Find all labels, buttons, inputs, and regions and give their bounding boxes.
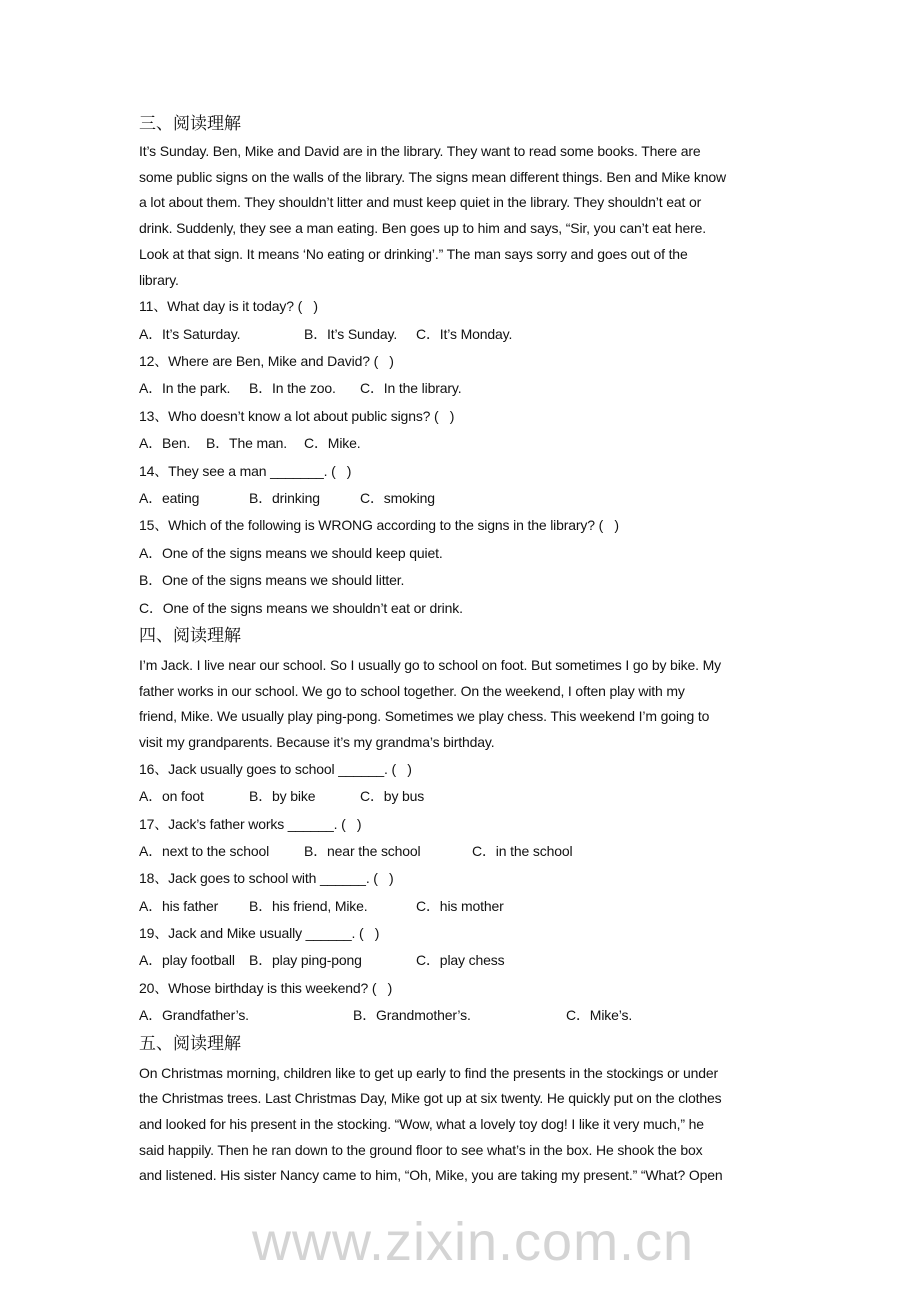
passage-line: library. xyxy=(139,271,179,288)
question-16: 16、Jack usually goes to school ______. ( ) xyxy=(139,760,412,777)
question-19: 19、Jack and Mike usually ______. ( ) xyxy=(139,925,380,942)
section-heading: 四、阅读理解 xyxy=(139,625,241,646)
document-body xyxy=(139,110,819,1189)
passage-line: and listened. His sister Nancy came to him, “Oh, Mike, you are taking my present.” “What? Open xyxy=(139,1167,723,1184)
passage-line: father works in our school. We go to school together. On the weekend, I often play with my xyxy=(139,682,685,699)
question-12: 12、Where are Ben, Mike and David? ( ) xyxy=(139,353,394,369)
question-20: 20、Whose birthday is this weekend? ( ) xyxy=(139,979,393,996)
option-b: B．The man. xyxy=(206,435,287,452)
passage-line: said happily. Then he ran down to the ground floor to see what’s in the box. He shook the box xyxy=(139,1141,703,1158)
option-a: A．In the park. xyxy=(139,380,231,397)
watermark: www.zixin.com.cn xyxy=(252,1212,695,1272)
option-c: C．his mother xyxy=(416,897,504,914)
passage-line: I’m Jack. I live near our school. So I usually go to school on foot. But sometimes I go by bike. My xyxy=(139,656,721,673)
passage-line: It’s Sunday. Ben, Mike and David are in the library. They want to read some books. There are xyxy=(139,143,701,159)
section-heading: 三、阅读理解 xyxy=(139,114,241,134)
reading-passage xyxy=(139,139,819,293)
option-a: A．next to the school xyxy=(139,842,270,859)
option-a: A．Ben. xyxy=(139,435,191,452)
option-c: C．play chess xyxy=(416,952,505,969)
option-c: C．in the school xyxy=(472,842,573,859)
question-13: 13、Who doesn’t know a lot about public signs? ( ) xyxy=(139,407,455,424)
option-c: C．by bus xyxy=(360,788,425,805)
passage-line: Look at that sign. It means ‘No eating or drinking’.” The man says sorry and goes out of the xyxy=(139,245,688,262)
question-18: 18、Jack goes to school with ______. ( ) xyxy=(139,870,394,887)
passage-line: some public signs on the walls of the library. The signs mean different things. Ben and Mike know xyxy=(139,168,726,185)
options-19 xyxy=(139,947,819,974)
passage-line: and looked for his present in the stocking. “Wow, what a lovely toy dog! I like it very much,” he xyxy=(139,1116,704,1133)
option-b: B．near the school xyxy=(304,842,421,859)
option-b: B．play ping-pong xyxy=(249,952,362,969)
option-a: A．It’s Saturday. xyxy=(139,325,241,342)
passage-line: visit my grandparents. Because it’s my grandma’s birthday. xyxy=(139,734,495,751)
option-c: C．It’s Monday. xyxy=(416,325,513,342)
question-11: 11、What day is it today? ( ) xyxy=(139,298,318,315)
question-14: 14、They see a man _______. ( ) xyxy=(139,462,352,479)
option-c: C．Mike. xyxy=(304,435,361,452)
question-17: 17、Jack’s father works ______. ( ) xyxy=(139,815,362,832)
option-b: B．In the zoo. xyxy=(249,380,336,397)
option-b: B．Grandmother’s. xyxy=(353,1007,471,1024)
options-18 xyxy=(139,893,819,920)
options-13 xyxy=(139,430,819,457)
option-b: B．One of the signs means we should litter. xyxy=(139,572,405,589)
passage-line: a lot about them. They shouldn’t litter and must keep quiet in the library. They shouldn’t eat or xyxy=(139,194,702,211)
option-a: A．One of the signs means we should keep quiet. xyxy=(139,544,443,561)
options-20 xyxy=(139,1002,819,1029)
option-b: B．by bike xyxy=(249,788,316,805)
section-heading: 五、阅读理解 xyxy=(139,1033,241,1054)
option-c: C．smoking xyxy=(360,489,435,506)
reading-passage xyxy=(139,653,819,756)
option-a: A．on foot xyxy=(139,788,204,805)
option-a: A．eating xyxy=(139,489,200,506)
passage-line: On Christmas morning, children like to get up early to find the presents in the stockings or under xyxy=(139,1064,719,1081)
passage-line: the Christmas trees. Last Christmas Day, Mike got up at six twenty. He quickly put on the clothes xyxy=(139,1090,722,1107)
options-16 xyxy=(139,783,819,810)
option-c: C．One of the signs means we shouldn’t eat or drink. xyxy=(139,599,463,616)
option-c: C．In the library. xyxy=(360,380,462,397)
option-a: A．play football xyxy=(139,952,235,969)
option-b: B．drinking xyxy=(249,489,320,506)
option-a: A．Grandfather’s. xyxy=(139,1007,249,1024)
option-c: C．Mike’s. xyxy=(566,1007,633,1024)
options-12 xyxy=(139,375,819,402)
option-b: B．his friend, Mike. xyxy=(249,897,368,914)
options-14 xyxy=(139,485,819,512)
options-11 xyxy=(139,321,819,348)
passage-line: drink. Suddenly, they see a man eating. Ben goes up to him and says, “Sir, you can’t eat here. xyxy=(139,220,706,237)
reading-passage xyxy=(139,1061,819,1190)
options-17 xyxy=(139,838,819,865)
passage-line: friend, Mike. We usually play ping-pong. Sometimes we play chess. This weekend I’m going to xyxy=(139,708,710,725)
option-a: A．his father xyxy=(139,897,219,914)
option-b: B．It’s Sunday. xyxy=(304,325,398,342)
question-15: 15、Which of the following is WRONG according to the signs in the library? ( ) xyxy=(139,517,619,534)
